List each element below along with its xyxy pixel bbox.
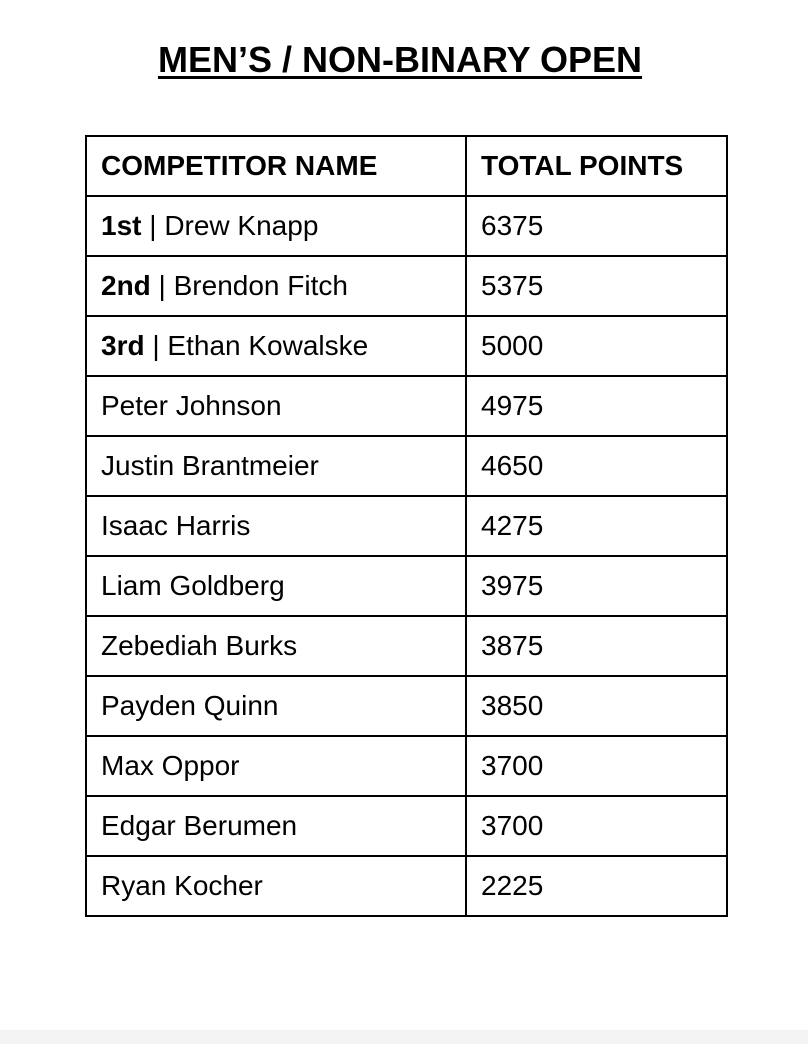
table-row — [86, 736, 727, 796]
total-points-cell: 5000 — [466, 316, 727, 376]
total-points-cell: 3875 — [466, 616, 727, 676]
rank-separator: | — [141, 210, 165, 241]
results-body — [86, 196, 727, 916]
competitor-name: Payden Quinn — [101, 690, 279, 721]
results-table — [85, 135, 728, 917]
total-points-cell: 3700 — [466, 796, 727, 856]
competitor-name-cell — [86, 796, 466, 856]
total-points-cell: 4275 — [466, 496, 727, 556]
competitor-name: Zebediah Burks — [101, 630, 298, 661]
competitor-name: Edgar Berumen — [101, 810, 298, 841]
table-row — [86, 616, 727, 676]
competitor-name: Ethan Kowalske — [167, 330, 369, 361]
table-row — [86, 796, 727, 856]
total-points-cell: 6375 — [466, 196, 727, 256]
competitor-name-cell — [86, 856, 466, 916]
total-points-cell: 3975 — [466, 556, 727, 616]
placement-rank: 2nd — [101, 270, 151, 301]
table-row — [86, 676, 727, 736]
header-competitor-name: COMPETITOR NAME — [86, 136, 466, 196]
competitor-name: Drew Knapp — [164, 210, 319, 241]
total-points-cell: 5375 — [466, 256, 727, 316]
competitor-name: Liam Goldberg — [101, 570, 285, 601]
competitor-name-cell — [86, 556, 466, 616]
placement-rank: 1st — [101, 210, 142, 241]
competitor-name: Isaac Harris — [101, 510, 251, 541]
competitor-name-cell — [86, 676, 466, 736]
competitor-name: Ryan Kocher — [101, 870, 263, 901]
competitor-name: Brendon Fitch — [173, 270, 348, 301]
total-points-cell: 4975 — [466, 376, 727, 436]
competitor-name-cell — [86, 196, 466, 256]
table-row — [86, 556, 727, 616]
competitor-name-cell — [86, 496, 466, 556]
competitor-name: Max Oppor — [101, 750, 240, 781]
competitor-name: Justin Brantmeier — [101, 450, 319, 481]
total-points-cell: 4650 — [466, 436, 727, 496]
table-row — [86, 316, 727, 376]
table-header-row — [86, 136, 727, 196]
header-total-points: TOTAL POINTS — [466, 136, 727, 196]
competitor-name-cell — [86, 316, 466, 376]
total-points-cell: 3700 — [466, 736, 727, 796]
competitor-name-cell — [86, 256, 466, 316]
rank-separator: | — [144, 330, 168, 361]
placement-rank: 3rd — [101, 330, 145, 361]
page-bottom-edge — [0, 1030, 808, 1044]
table-row — [86, 856, 727, 916]
competitor-name-cell — [86, 736, 466, 796]
competitor-name-cell — [86, 376, 466, 436]
table-row — [86, 436, 727, 496]
competitor-name-cell — [86, 436, 466, 496]
total-points-cell: 3850 — [466, 676, 727, 736]
table-row — [86, 376, 727, 436]
table-row — [86, 256, 727, 316]
page-title: MEN’S / NON-BINARY OPEN — [157, 39, 643, 80]
total-points-cell: 2225 — [466, 856, 727, 916]
table-row — [86, 496, 727, 556]
competitor-name-cell — [86, 616, 466, 676]
rank-separator: | — [150, 270, 174, 301]
table-row — [86, 196, 727, 256]
competitor-name: Peter Johnson — [101, 390, 282, 421]
